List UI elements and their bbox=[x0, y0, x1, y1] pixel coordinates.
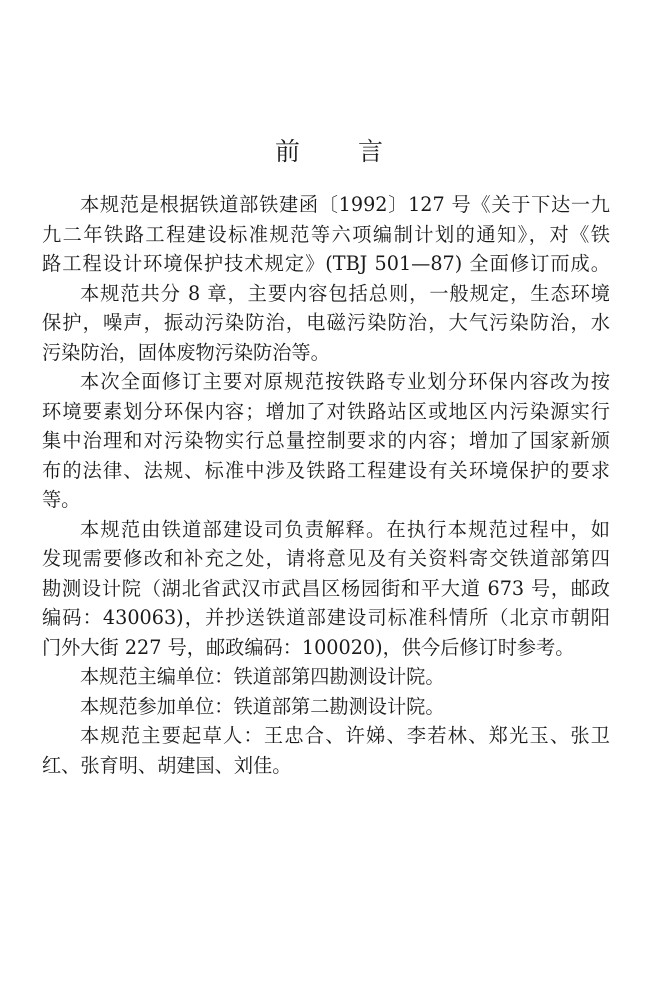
preface-body bbox=[42, 190, 610, 780]
text-line: 勘测设计院（湖北省武汉市武昌区杨园街和平大道 673 号，邮政 bbox=[42, 576, 610, 600]
text-line: 集中治理和对污染物实行总量控制要求的内容；增加了国家新颁 bbox=[42, 429, 610, 452]
title-char-1: 前 bbox=[274, 137, 300, 166]
paragraph-1 bbox=[42, 190, 610, 279]
text-line: 红、张育明、胡建国、刘佳。 bbox=[42, 753, 292, 777]
text-line: 发现需要修改和补充之处，请将意见及有关资料寄交铁道部第四 bbox=[42, 547, 610, 570]
page-title bbox=[0, 134, 658, 170]
text-line: 本规范参加单位：铁道部第二勘测设计院。 bbox=[80, 694, 445, 718]
paragraph-7 bbox=[42, 721, 610, 780]
text-line: 布的法律、法规、标准中涉及铁路工程建设有关环境保护的要求 bbox=[42, 458, 610, 482]
text-line: 本规范共分 8 章，主要内容包括总则，一般规定，生态环境 bbox=[80, 281, 610, 305]
paragraph-2 bbox=[42, 279, 610, 368]
title-char-2: 言 bbox=[358, 137, 384, 166]
text-line: 编码：430063)，并抄送铁道部建设司标准科情所（北京市朝阳 bbox=[42, 606, 610, 629]
text-line: 九二年铁路工程建设标准规范等六项编制计划的通知》，对《铁 bbox=[42, 222, 610, 246]
text-line: 本规范由铁道部建设司负责解释。在执行本规范过程中，如 bbox=[80, 517, 610, 541]
text-line: 本规范是根据铁道部铁建函〔1992〕127 号《关于下达一九 bbox=[80, 193, 610, 216]
text-line: 路工程设计环境保护技术规定》(TBJ 501—87) 全面修订而成。 bbox=[42, 252, 610, 275]
text-line: 本次全面修订主要对原规范按铁路专业划分环保内容改为按 bbox=[80, 370, 610, 393]
text-line: 保护，噪声，振动污染防治，电磁污染防治，大气污染防治，水 bbox=[42, 311, 610, 334]
text-line: 环境要素划分环保内容；增加了对铁路站区或地区内污染源实行 bbox=[42, 399, 610, 423]
text-line: 污染防治，固体废物污染防治等。 bbox=[42, 340, 330, 364]
text-line: 本规范主要起草人：王忠合、许娣、李若林、郑光玉、张卫 bbox=[80, 724, 610, 747]
paragraph-6 bbox=[42, 692, 610, 722]
text-line: 门外大街 227 号，邮政编码：100020)，供今后修订时参考。 bbox=[42, 635, 575, 659]
paragraph-4 bbox=[42, 515, 610, 663]
paragraph-3 bbox=[42, 367, 610, 515]
text-line: 本规范主编单位：铁道部第四勘测设计院。 bbox=[80, 665, 445, 688]
paragraph-5 bbox=[42, 662, 610, 692]
text-line: 等。 bbox=[42, 488, 81, 511]
